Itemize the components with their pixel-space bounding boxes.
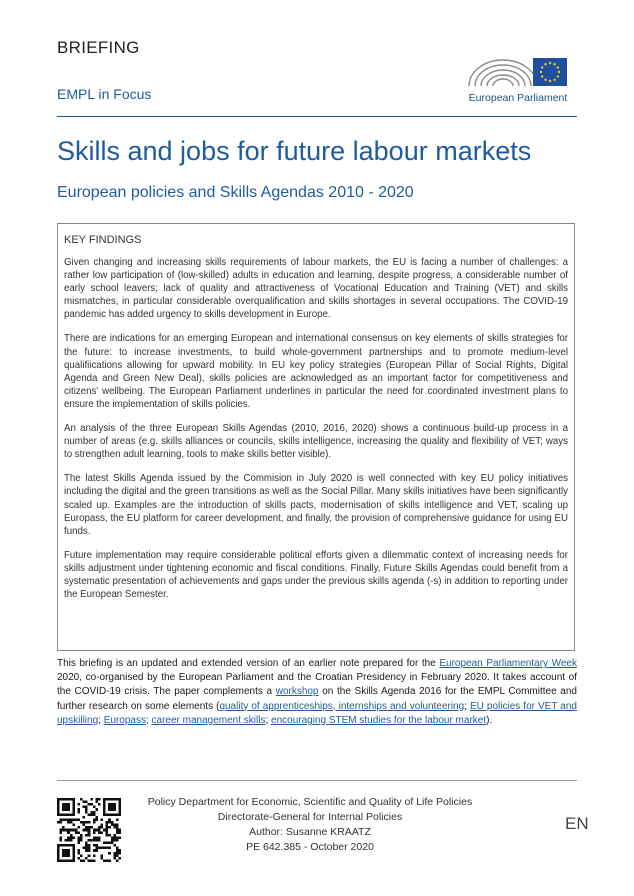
flag-star-icon [540,71,542,73]
flag-star-icon [544,63,546,65]
flag-star-icon [541,66,543,68]
link-encouraging-stem-studies[interactable]: encouraging STEM studies for the labour market [271,714,487,726]
intro-separator: ; [265,714,272,726]
intro-separator: ; [464,700,470,712]
language-code: EN [565,814,589,833]
series-label: EMPL in Focus [57,86,152,102]
intro-text: This briefing is an updated and extended version of an earlier note prepared for the [57,658,440,669]
link-workshop[interactable]: workshop [275,686,319,698]
footer-author: Author: Susanne KRAATZ [249,826,371,838]
intro-text: ). [486,714,493,726]
flag-star-icon [553,63,555,65]
intro-separator: ; [98,714,104,726]
intro-text: 2020, co-organised by the European Parliament and the Croatian Presidency in February 2020. It takes account of the COVID-19 crisis. The paper complements a [57,672,577,698]
intro-separator: ; [145,714,152,726]
link-europass[interactable]: Europass [103,714,146,726]
qr-code[interactable] [57,798,121,862]
flag-star-icon [549,80,551,82]
logo-text: European Parliament [468,92,568,104]
key-findings-box [57,223,575,651]
flag-star-icon [549,62,551,64]
footer-reference: PE 642.385 - October 2020 [246,841,374,853]
header-divider [57,116,577,117]
footer-directorate: Directorate-General for Internal Policies [217,811,403,823]
key-findings-paragraph: An analysis of the three European Skills Agendas (2010, 2016, 2020) shows a continuous build-up process in a number of areas (e.g. skills alliances or councils, skills intelligence, increasing the quality and flexibility of VET; ways to strengthen adult learning, tools to make skills better visible). [64,423,568,461]
intro-text: on the Skills Agenda 2016 for the EMPL Committee and further research on some elements ( [57,686,577,712]
flag-star-icon [557,75,559,77]
flag-star-icon [558,71,560,73]
link-european-parliamentary-week[interactable]: European Parliamentary Week [439,658,577,669]
key-findings-paragraph: Future implementation may require considerable political efforts given a dilemmatic context of increasing needs for skills adjustment under tightening economic and fiscal conditions. Finally, Future Skills Agendas could benefit from a systematic presentation of achievements and gaps under the previous skills agenda (-s) in addition to reporting under the European Semester. [64,549,568,601]
key-findings-heading: KEY FINDINGS [64,234,142,246]
page-title: Skills and jobs for future labour markets [57,136,532,166]
intro-paragraph [57,657,577,728]
flag-star-icon [553,79,555,81]
flag-star-icon [557,66,559,68]
footer-divider [57,780,577,781]
flag-star-icon [544,79,546,81]
footer-info [130,795,490,855]
footer-department: Policy Department for Economic, Scientific and Quality of Life Policies [147,796,473,808]
link-quality-of-apprenticeships[interactable]: quality of apprenticeships, internships and volunteering [219,700,465,712]
flag-star-icon [541,75,543,77]
key-findings-paragraph: There are indications for an emerging European and international consensus on key elements of skills strategies for the future: to increase investments, to build whole-government partnerships and to promote medium-level qualifiications allowing for upward mobility. In EU key policy strategies (European Pillar of Social Rights, Digital Agenda and Green New Deal), skills policies are acknowledged as an important factor for competitiveness and citizens' wellbeing. The European Parliament underlines in particular the need for coordinated investment plans to ensure the implementation of skills policies. [64,333,568,410]
page-subtitle: European policies and Skills Agendas 2010 - 2020 [57,184,414,201]
key-findings-paragraph: Given changing and increasing skills requirements of labour markets, the EU is facing a number of challenges: a rather low participation of (low-skilled) adults in education and learning, despite progress, a considerable number of early school leavers; lack of quality and attractiveness of Vocational Education and Training (VET) and skills mismatches, in particular considerable overqualification and skills shortages in several occupations. The COVID-19 pandemic has added urgency to skills development in Europe. [64,257,568,321]
link-eu-policies-vet[interactable]: EU policies for VET and upskilling [57,700,577,726]
briefing-label: BRIEFING [57,38,140,57]
link-career-management-skills[interactable]: career management skills [151,714,266,726]
key-findings-paragraph: The latest Skills Agenda issued by the Commision in July 2020 is well connected with key EU policy initiatives including the digital and the green transitions as well as the Social Pillar. Many skills initiatives have been significantly scaled up. Examples are the introduction of skills pacts, modernisation of skills intelligence and VET, scaling up Europass, the EU platform for career development, and finally, the provision of comprehensive guidance for using EU funds. [64,473,568,537]
